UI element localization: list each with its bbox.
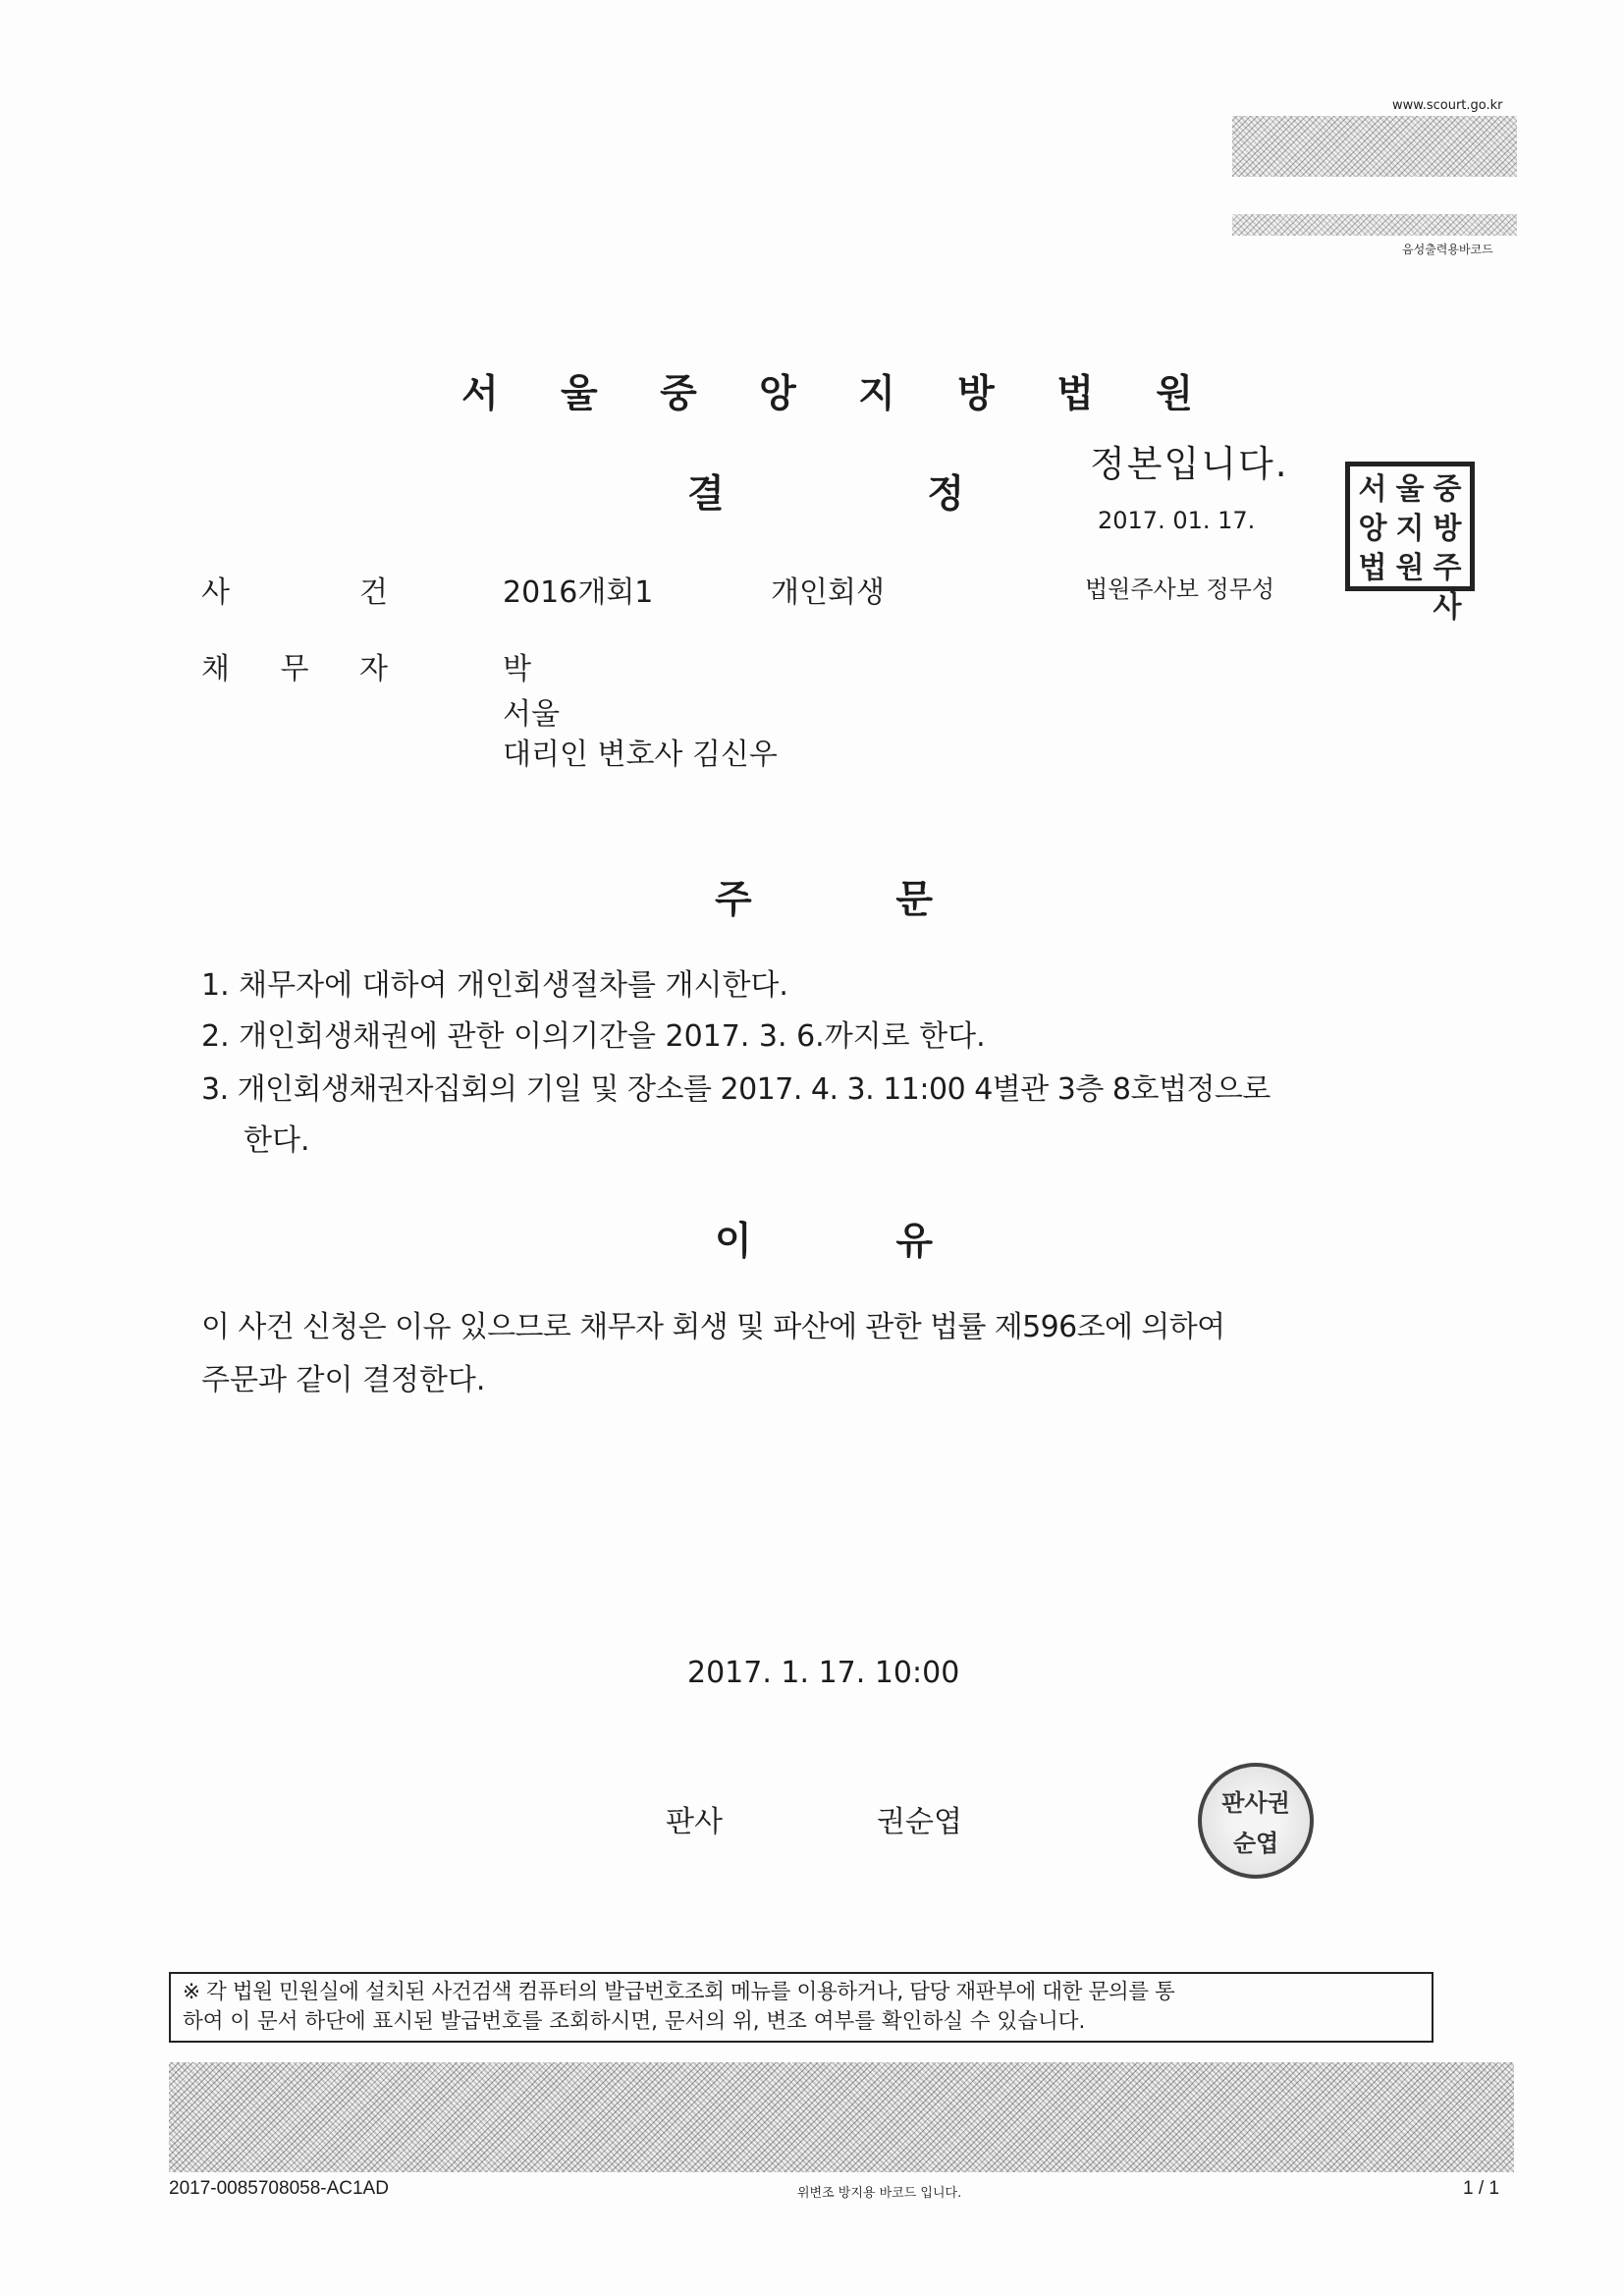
- court-char: 방: [957, 372, 995, 416]
- doc-type: [687, 464, 964, 519]
- judge-title: 판사: [666, 1805, 723, 1839]
- case-label: 사 건: [201, 575, 388, 610]
- site-url: www.scourt.go.kr: [1392, 98, 1503, 113]
- certified-date: 2017. 01. 17.: [1098, 507, 1256, 534]
- anti-forgery-caption: 위변조 방지용 바코드 입니다.: [797, 2186, 962, 2201]
- court-name: [461, 363, 1193, 418]
- order-item: 2. 개인회생채권에 관한 이의기간을 2017. 3. 6.까지로 한다.: [201, 1019, 986, 1054]
- judge-name: 권순엽: [877, 1805, 962, 1839]
- court-char: 원: [1156, 372, 1193, 416]
- anti-forgery-barcode: [169, 2062, 1514, 2172]
- court-char: 법: [1056, 372, 1094, 416]
- reason-text-line: 주문과 같이 결정한다.: [201, 1363, 486, 1397]
- order-item: 3. 개인회생채권자집회의 기일 및 장소를 2017. 4. 3. 11:00 4별관 3층 8호법정으로: [201, 1072, 1271, 1107]
- debtor-attorney: 대리인 변호사 김신우: [503, 738, 778, 772]
- certifying-officer: 법원주사보 정무성: [1085, 575, 1275, 603]
- judge-seal: 판 사 권 순 엽: [1198, 1763, 1314, 1879]
- order-item: 1. 채무자에 대하여 개인회생절차를 개시한다.: [201, 968, 788, 1003]
- court-char: 서: [461, 372, 499, 416]
- decision-datetime: 2017. 1. 17. 10:00: [687, 1656, 960, 1690]
- notice-line: ※ 각 법원 민원실에 설치된 사건검색 컴퓨터의 발급번호조회 메뉴를 이용하거나, 담당 재판부에 대한 문의를 통: [183, 1980, 1175, 2004]
- order-heading: 주 문: [715, 878, 933, 922]
- case-number: 2016개회1: [503, 575, 654, 610]
- court-char: 앙: [759, 372, 796, 416]
- notice-line: 하여 이 문서 하단에 표시된 발급번호를 조회하시면, 문서의 위, 변조 여부를 확인하실 수 있습니다.: [183, 2009, 1086, 2034]
- issue-number: 2017-0085708058-AC1AD: [169, 2178, 389, 2199]
- verification-notice: [169, 1972, 1434, 2043]
- court-char: 지: [858, 372, 895, 416]
- header-barcode: [1232, 116, 1517, 177]
- debtor-address: 서울: [503, 697, 560, 732]
- court-seal: 서 울 중 앙 지 방 법 원 주사: [1345, 462, 1475, 591]
- barcode-caption: 음성출력용바코드: [1402, 243, 1493, 256]
- debtor-name: 박: [503, 652, 531, 686]
- doc-type-char: 결: [687, 472, 725, 517]
- doc-type-char: 정: [927, 472, 964, 517]
- debtor-label: 채 무 자: [201, 652, 388, 686]
- reason-text-line: 이 사건 신청은 이유 있으므로 채무자 회생 및 파산에 관한 법률 제596조에 의하여: [201, 1310, 1225, 1344]
- court-char: 울: [561, 372, 598, 416]
- reason-heading: 이 유: [715, 1220, 933, 1264]
- certified-copy-text: 정본입니다.: [1090, 443, 1289, 485]
- court-char: 중: [660, 372, 697, 416]
- case-type: 개인회생: [771, 575, 885, 610]
- voice-barcode: [1232, 214, 1517, 236]
- order-item-continuation: 한다.: [243, 1123, 310, 1158]
- page-number: 1 / 1: [1463, 2178, 1499, 2199]
